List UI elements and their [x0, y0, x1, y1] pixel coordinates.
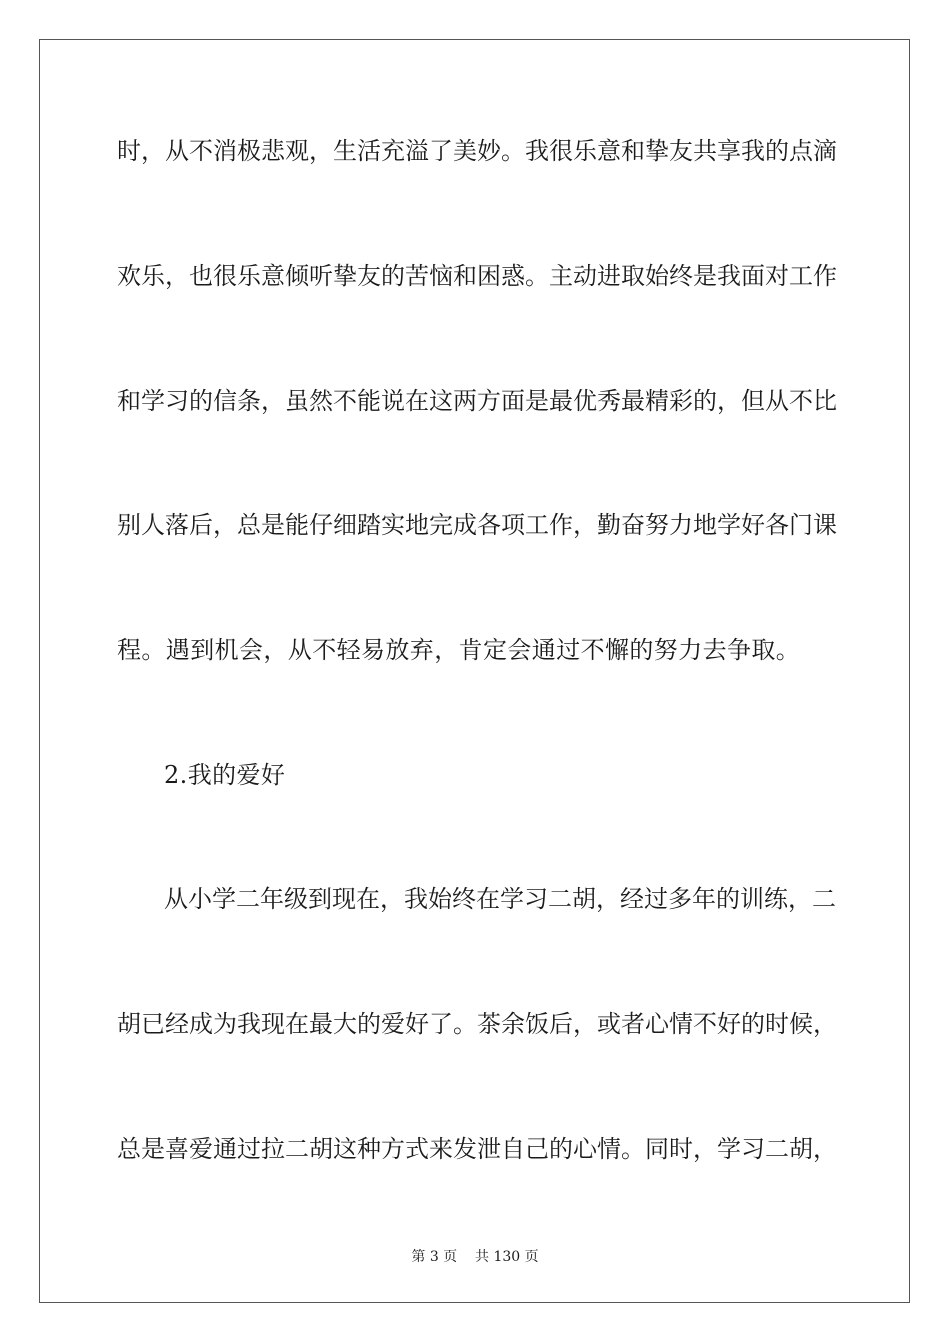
- body-line-7: 胡已经成为我现在最大的爱好了。茶余饭后，或者心情不好的时候，: [117, 1010, 837, 1038]
- page-total: 共 130 页: [475, 1249, 539, 1265]
- page-footer: [0, 1248, 950, 1266]
- body-line-1: 时，从不消极悲观，生活充溢了美妙。我很乐意和挚友共享我的点滴: [117, 137, 837, 165]
- footer-gap: [457, 1249, 475, 1265]
- page-border: [39, 39, 910, 1303]
- body-line-2: 欢乐，也很乐意倾听挚友的苦恼和困惑。主动进取始终是我面对工作: [117, 262, 837, 290]
- body-line-3: 和学习的信条，虽然不能说在这两方面是最优秀最精彩的，但从不比: [117, 387, 837, 415]
- body-line-8: 总是喜爱通过拉二胡这种方式来发泄自己的心情。同时，学习二胡，: [117, 1135, 837, 1163]
- section-heading: 2.我的爱好: [164, 761, 286, 789]
- body-line-6: 从小学二年级到现在，我始终在学习二胡，经过多年的训练，二: [164, 885, 836, 913]
- body-line-5: 程。遇到机会，从不轻易放弃，肯定会通过不懈的努力去争取。: [117, 636, 801, 664]
- page-number: 第 3 页: [411, 1249, 458, 1265]
- body-line-4: 别人落后，总是能仔细踏实地完成各项工作，勤奋努力地学好各门课: [117, 511, 837, 539]
